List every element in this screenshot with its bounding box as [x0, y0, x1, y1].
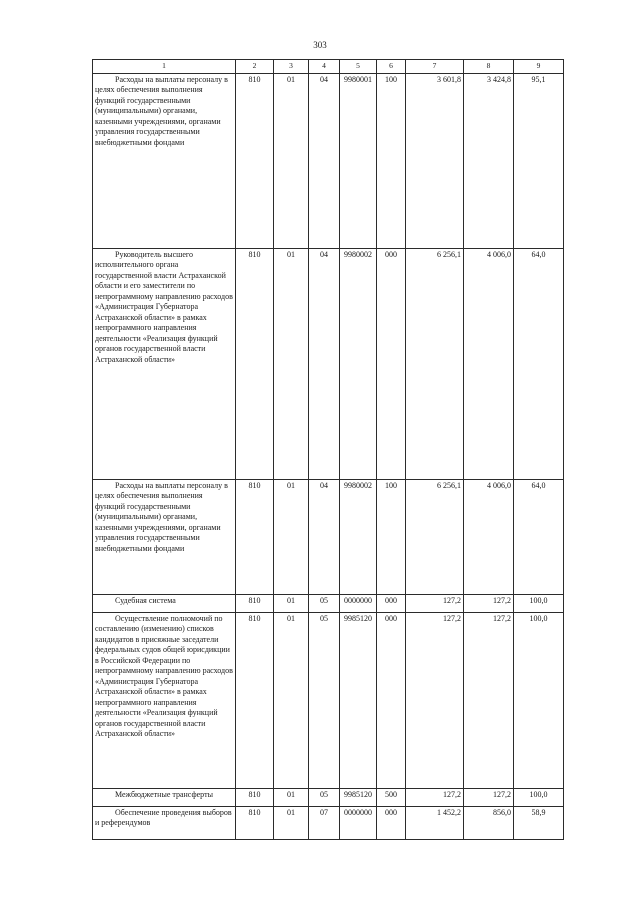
cell-section-code: 01: [274, 612, 309, 788]
cell-planned: 127,2: [406, 594, 464, 612]
header-cell: 1: [93, 60, 236, 74]
cell-percent: 100,0: [514, 594, 564, 612]
cell-subsection-code: 05: [309, 594, 340, 612]
cell-percent: 95,1: [514, 73, 564, 248]
cell-executed: 127,2: [464, 594, 514, 612]
table-row: [93, 248, 564, 479]
cell-executed: 3 424,8: [464, 73, 514, 248]
cell-planned: 6 256,1: [406, 479, 464, 594]
cell-percent: 64,0: [514, 248, 564, 479]
cell-subsection-code: 07: [309, 806, 340, 839]
table-row: [93, 594, 564, 612]
cell-target-code: 9985120: [340, 612, 377, 788]
row-description: Обеспечение проведения выборов и референдумов: [93, 806, 236, 839]
cell-section-code: 01: [274, 248, 309, 479]
cell-target-code: 9985120: [340, 788, 377, 806]
cell-executed: 4 006,0: [464, 248, 514, 479]
cell-subsection-code: 04: [309, 73, 340, 248]
cell-executed: 4 006,0: [464, 479, 514, 594]
cell-section-code: 01: [274, 594, 309, 612]
cell-expense-type: 500: [377, 788, 406, 806]
header-cell: 9: [514, 60, 564, 74]
cell-subsection-code: 05: [309, 612, 340, 788]
table-row: [93, 479, 564, 594]
budget-table: [92, 59, 564, 840]
cell-executed: 127,2: [464, 612, 514, 788]
row-description: Руководитель высшего исполнительного органа государственной власти Астраханской области и его заместители по непрограммному направлению расходов «Администрация Губернатора Астраханской области» в рамках непрограммного направления деятельности «Реализация функций органов государственной власти Астраханской области»: [93, 248, 236, 479]
cell-expense-type: 100: [377, 73, 406, 248]
cell-planned: 127,2: [406, 788, 464, 806]
table-row: [93, 612, 564, 788]
header-cell: 4: [309, 60, 340, 74]
cell-target-code: 9980002: [340, 479, 377, 594]
header-cell: 2: [236, 60, 274, 74]
cell-executed: 856,0: [464, 806, 514, 839]
row-description: Межбюджетные трансферты: [93, 788, 236, 806]
cell-target-code: 9980001: [340, 73, 377, 248]
row-description: Судебная система: [93, 594, 236, 612]
header-cell: 5: [340, 60, 377, 74]
header-cell: 3: [274, 60, 309, 74]
cell-subsection-code: 04: [309, 479, 340, 594]
cell-ministry-code: 810: [236, 612, 274, 788]
header-cell: 8: [464, 60, 514, 74]
cell-expense-type: 000: [377, 248, 406, 479]
cell-section-code: 01: [274, 788, 309, 806]
cell-percent: 64,0: [514, 479, 564, 594]
cell-planned: 3 601,8: [406, 73, 464, 248]
cell-ministry-code: 810: [236, 479, 274, 594]
cell-percent: 100,0: [514, 612, 564, 788]
cell-percent: 58,9: [514, 806, 564, 839]
cell-expense-type: 000: [377, 594, 406, 612]
cell-ministry-code: 810: [236, 788, 274, 806]
page-number: 303: [313, 40, 327, 50]
row-description: Расходы на выплаты персоналу в целях обеспечения выполнения функций государственными (муниципальными) органами, казенными учреждениями, органами управления государственными внебюджетными фондами: [93, 73, 236, 248]
cell-target-code: 0000000: [340, 806, 377, 839]
cell-ministry-code: 810: [236, 73, 274, 248]
cell-section-code: 01: [274, 73, 309, 248]
cell-expense-type: 100: [377, 479, 406, 594]
cell-percent: 100,0: [514, 788, 564, 806]
cell-expense-type: 000: [377, 806, 406, 839]
header-cell: 6: [377, 60, 406, 74]
cell-planned: 1 452,2: [406, 806, 464, 839]
cell-expense-type: 000: [377, 612, 406, 788]
cell-target-code: 9980002: [340, 248, 377, 479]
cell-section-code: 01: [274, 806, 309, 839]
cell-subsection-code: 05: [309, 788, 340, 806]
cell-executed: 127,2: [464, 788, 514, 806]
table-row: [93, 788, 564, 806]
cell-planned: 6 256,1: [406, 248, 464, 479]
cell-ministry-code: 810: [236, 594, 274, 612]
cell-target-code: 0000000: [340, 594, 377, 612]
cell-ministry-code: 810: [236, 806, 274, 839]
header-cell: 7: [406, 60, 464, 74]
header-row: [93, 60, 564, 74]
table-row: [93, 806, 564, 839]
row-description: Расходы на выплаты персоналу в целях обеспечения выполнения функций государственными (муниципальными) органами, казенными учреждениями, органами управления государственными внебюджетными фондами: [93, 479, 236, 594]
table-row: [93, 73, 564, 248]
cell-section-code: 01: [274, 479, 309, 594]
row-description: Осуществление полномочий по составлению (изменению) списков кандидатов в присяжные заседатели федеральных судов общей юрисдикции в Российской Федерации по непрограммному направлению расходов «Администрация Губернатора Астраханской области» в рамках непрограммного направления деятельности «Реализация функций органов государственной власти Астраханской области»: [93, 612, 236, 788]
cell-planned: 127,2: [406, 612, 464, 788]
cell-ministry-code: 810: [236, 248, 274, 479]
cell-subsection-code: 04: [309, 248, 340, 479]
